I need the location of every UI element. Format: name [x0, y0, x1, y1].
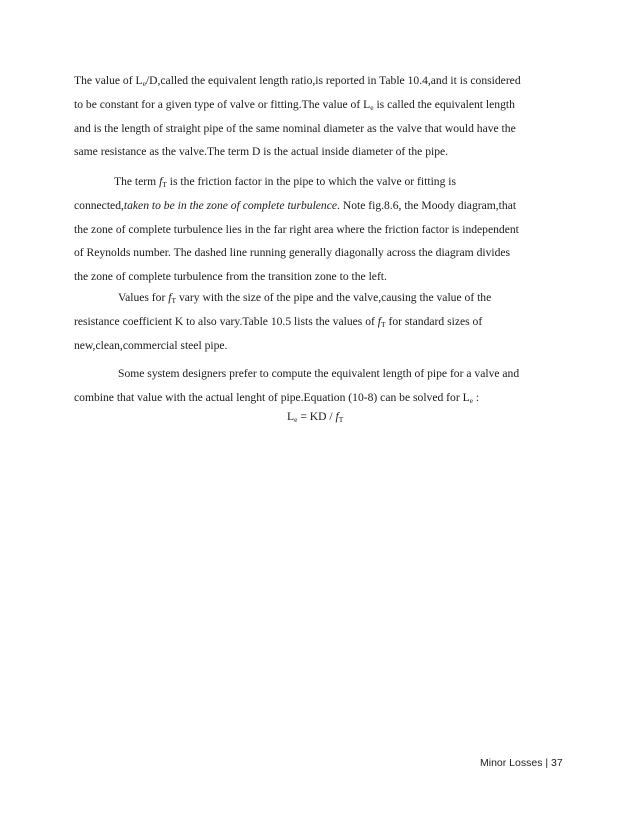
equivalent-length-equation: $L_e$ = KD / $f_T$	[287, 410, 344, 424]
text-line: the zone of complete turbulence lies in the far right area where the friction factor is independent	[74, 222, 519, 236]
text-line: of Reynolds number. The dashed line running generally diagonally across the diagram divides	[74, 246, 511, 260]
page-footer	[480, 757, 563, 769]
paragraph-equivalent-length-ratio	[74, 69, 574, 164]
paragraph-ft-values	[74, 286, 574, 357]
text-line: connected,taken to be in the zone of complete turbulence. Note fig.8.6, the Moody diagram,that	[74, 198, 517, 212]
footer-separator: |	[542, 757, 552, 769]
text-line: combine that value with the actual lenght of pipe.Equation (10-8) can be solved for $L_e$ :	[74, 390, 480, 405]
text-line: resistance coefficient K to also vary.Table 10.5 lists the values of $f_T$ for standard sizes of	[74, 314, 483, 329]
paragraph-friction-factor	[74, 170, 574, 289]
text-line: to be constant for a given type of valve or fitting.The value of $L_e$ is called the equivalent length	[74, 97, 515, 112]
text-line: same resistance as the valve.The term D is the actual inside diameter of the pipe.	[74, 145, 449, 159]
text-line: and is the length of straight pipe of the same nominal diameter as the valve that would have the	[74, 121, 516, 135]
text-line: The value of $L_e/D,called$ the equivalent length ratio,is reported in Table 10.4,and it is considered	[74, 74, 521, 88]
text-line: new,clean,commercial steel pipe.	[74, 338, 228, 352]
text-line: Values for $f_T$ vary with the size of the pipe and the valve,causing the value of the	[118, 291, 492, 305]
text-line: Some system designers prefer to compute the equivalent length of pipe for a valve and	[118, 367, 520, 380]
paragraph-system-designers	[74, 362, 574, 410]
footer-section-title: Minor Losses	[480, 757, 543, 769]
text-line: The term $f_T$ is the friction factor in the pipe to which the valve or fitting is	[114, 175, 457, 189]
page-number: 37	[551, 757, 563, 769]
text-line: the zone of complete turbulence from the transition zone to the left.	[74, 270, 387, 284]
